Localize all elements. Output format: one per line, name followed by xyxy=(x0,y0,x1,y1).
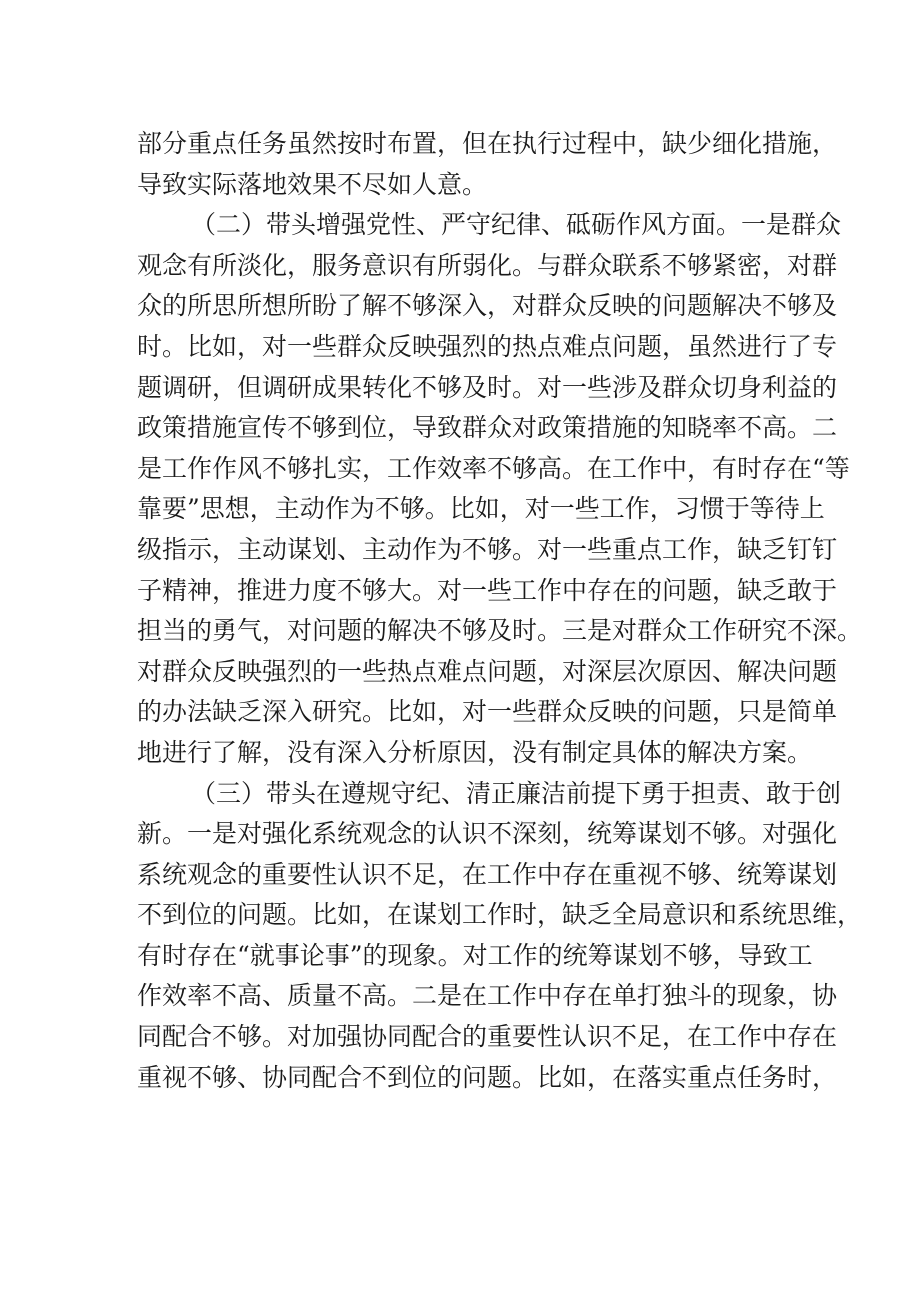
paragraph-2-line-11: 担当的勇气，对问题的解决不够及时。三是对群众工作研究不深。 xyxy=(137,616,863,646)
paragraph-2-line-2: 观念有所淡化，服务意识有所弱化。与群众联系不够紧密，对群 xyxy=(137,250,838,280)
paragraph-3-line-8: 重视不够、协同配合不到位的问题。比如，在落实重点任务时， xyxy=(137,1062,838,1092)
paragraph-3-line-5: 有时存在“就事论事”的现象。对工作的统筹谋划不够，导致工 xyxy=(137,940,813,970)
paragraph-2-line-14: 地进行了解，没有深入分析原因，没有制定具体的解决方案。 xyxy=(137,737,813,767)
paragraph-3-line-4: 不到位的问题。比如，在谋划工作时，缺乏全局意识和系统思维， xyxy=(137,900,863,930)
paragraph-2-line-12: 对群众反映强烈的一些热点难点问题，对深层次原因、解决问题 xyxy=(137,656,838,686)
paragraph-3-line-2: 新。一是对强化系统观念的认识不深刻，统筹谋划不够。对强化 xyxy=(137,819,838,849)
paragraph-2-line-13: 的办法缺乏深入研究。比如，对一些群众反映的问题，只是简单 xyxy=(137,697,838,727)
document-body xyxy=(137,124,863,1098)
paragraph-2-line-6: 政策措施宣传不够到位，导致群众对政策措施的知晓率不高。二 xyxy=(137,413,838,443)
paragraph-3-line-3: 系统观念的重要性认识不足，在工作中存在重视不够、统筹谋划 xyxy=(137,859,838,889)
paragraph-2-line-1: （二）带头增强党性、严守纪律、砥砺作风方面。一是群众 xyxy=(191,210,842,240)
paragraph-2-line-10: 子精神，推进力度不够大。对一些工作中存在的问题，缺乏敢于 xyxy=(137,575,838,605)
paragraph-1-line-2: 导致实际落地效果不尽如人意。 xyxy=(137,169,488,199)
paragraph-2-line-9: 级指示，主动谋划、主动作为不够。对一些重点工作，缺乏钉钉 xyxy=(137,534,838,564)
paragraph-2-line-5: 题调研，但调研成果转化不够及时。对一些涉及群众切身利益的 xyxy=(137,372,838,402)
paragraph-1-line-1: 部分重点任务虽然按时布置，但在执行过程中，缺少细化措施， xyxy=(137,129,838,158)
paragraph-2-line-4: 时。比如，对一些群众反映强烈的热点难点问题，虽然进行了专 xyxy=(137,331,838,361)
paragraph-2-line-8: 靠要”思想，主动作为不够。比如，对一些工作，习惯于等待上 xyxy=(137,494,825,524)
paragraph-2-line-7: 是工作作风不够扎实，工作效率不够高。在工作中，有时存在“等 xyxy=(137,453,850,483)
paragraph-3-line-6: 作效率不高、质量不高。二是在工作中存在单打独斗的现象，协 xyxy=(137,981,838,1011)
paragraph-2-line-3: 众的所思所想所盼了解不够深入，对群众反映的问题解决不够及 xyxy=(137,291,838,321)
paragraph-3-line-1: （三）带头在遵规守纪、清正廉洁前提下勇于担责、敢于创 xyxy=(191,778,842,808)
paragraph-3-line-7: 同配合不够。对加强协同配合的重要性认识不足，在工作中存在 xyxy=(137,1022,838,1052)
